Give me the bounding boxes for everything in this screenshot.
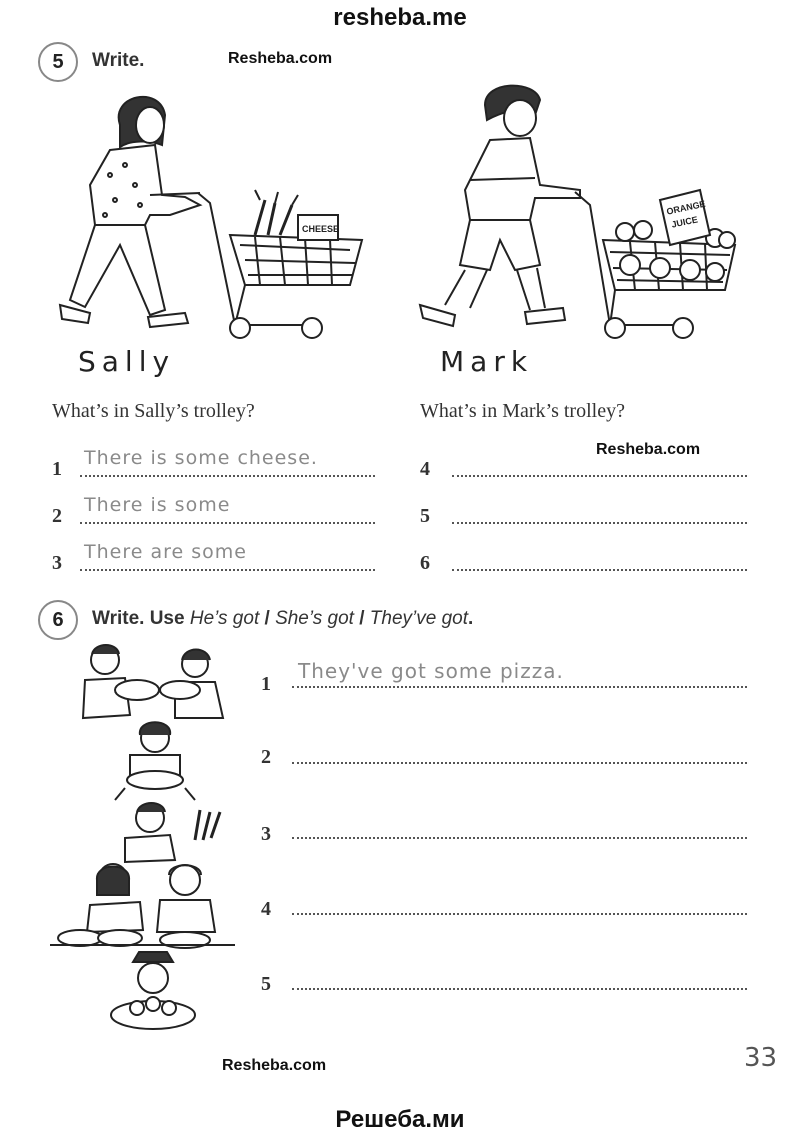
exercise-5-instruction: Write.	[92, 50, 145, 71]
item-number: 4	[261, 898, 271, 920]
exercise-5-number: 5	[38, 42, 78, 82]
item-number: 5	[261, 973, 271, 995]
site-footer: Решеба.ми	[335, 1106, 465, 1133]
answer-line[interactable]	[80, 522, 375, 524]
sally-trolley-illustration	[50, 85, 380, 345]
page-number: 33	[744, 1043, 778, 1073]
answer-line[interactable]	[292, 988, 747, 990]
item-number: 5	[420, 505, 430, 527]
item-number: 3	[52, 552, 62, 574]
cheese-label: CHEESE	[302, 224, 340, 234]
juice-label-juice: JUICE	[670, 214, 699, 230]
watermark: Resheba.com	[222, 1057, 327, 1074]
answer-text: There is some	[84, 494, 231, 516]
people-food-illustrations	[45, 640, 245, 1040]
answer-line[interactable]	[80, 569, 375, 571]
item-number: 4	[420, 458, 430, 480]
item-number: 1	[52, 458, 62, 480]
answer-line[interactable]	[452, 569, 747, 571]
answer-line[interactable]	[452, 475, 747, 477]
site-header: resheba.me	[333, 4, 467, 31]
item-number: 2	[52, 505, 62, 527]
exercise-6-number: 6	[38, 600, 78, 640]
answer-text: They've got some pizza.	[298, 659, 564, 683]
mark-question: What’s in Mark’s trolley?	[420, 400, 625, 422]
watermark: Resheba.com	[596, 441, 701, 458]
item-number: 2	[261, 746, 271, 768]
sally-name: Sally	[78, 345, 176, 378]
answer-line[interactable]	[292, 913, 747, 915]
sally-question: What’s in Sally’s trolley?	[52, 400, 255, 422]
exercise-6-instruction: Write. Use He’s got / She’s got / They’ve got.	[92, 608, 474, 629]
juice-label-orange: ORANGE	[665, 198, 707, 217]
item-number: 3	[261, 823, 271, 845]
answer-line[interactable]	[292, 686, 747, 688]
item-number: 1	[261, 673, 271, 695]
mark-trolley-illustration	[415, 80, 745, 350]
answer-line[interactable]	[292, 762, 747, 764]
answer-line[interactable]	[80, 475, 375, 477]
answer-text: There are some	[84, 541, 247, 563]
mark-name: Mark	[440, 345, 534, 378]
answer-line[interactable]	[452, 522, 747, 524]
watermark: Resheba.com	[228, 50, 333, 67]
answer-line[interactable]	[292, 837, 747, 839]
answer-text: There is some cheese.	[84, 447, 318, 469]
item-number: 6	[420, 552, 430, 574]
